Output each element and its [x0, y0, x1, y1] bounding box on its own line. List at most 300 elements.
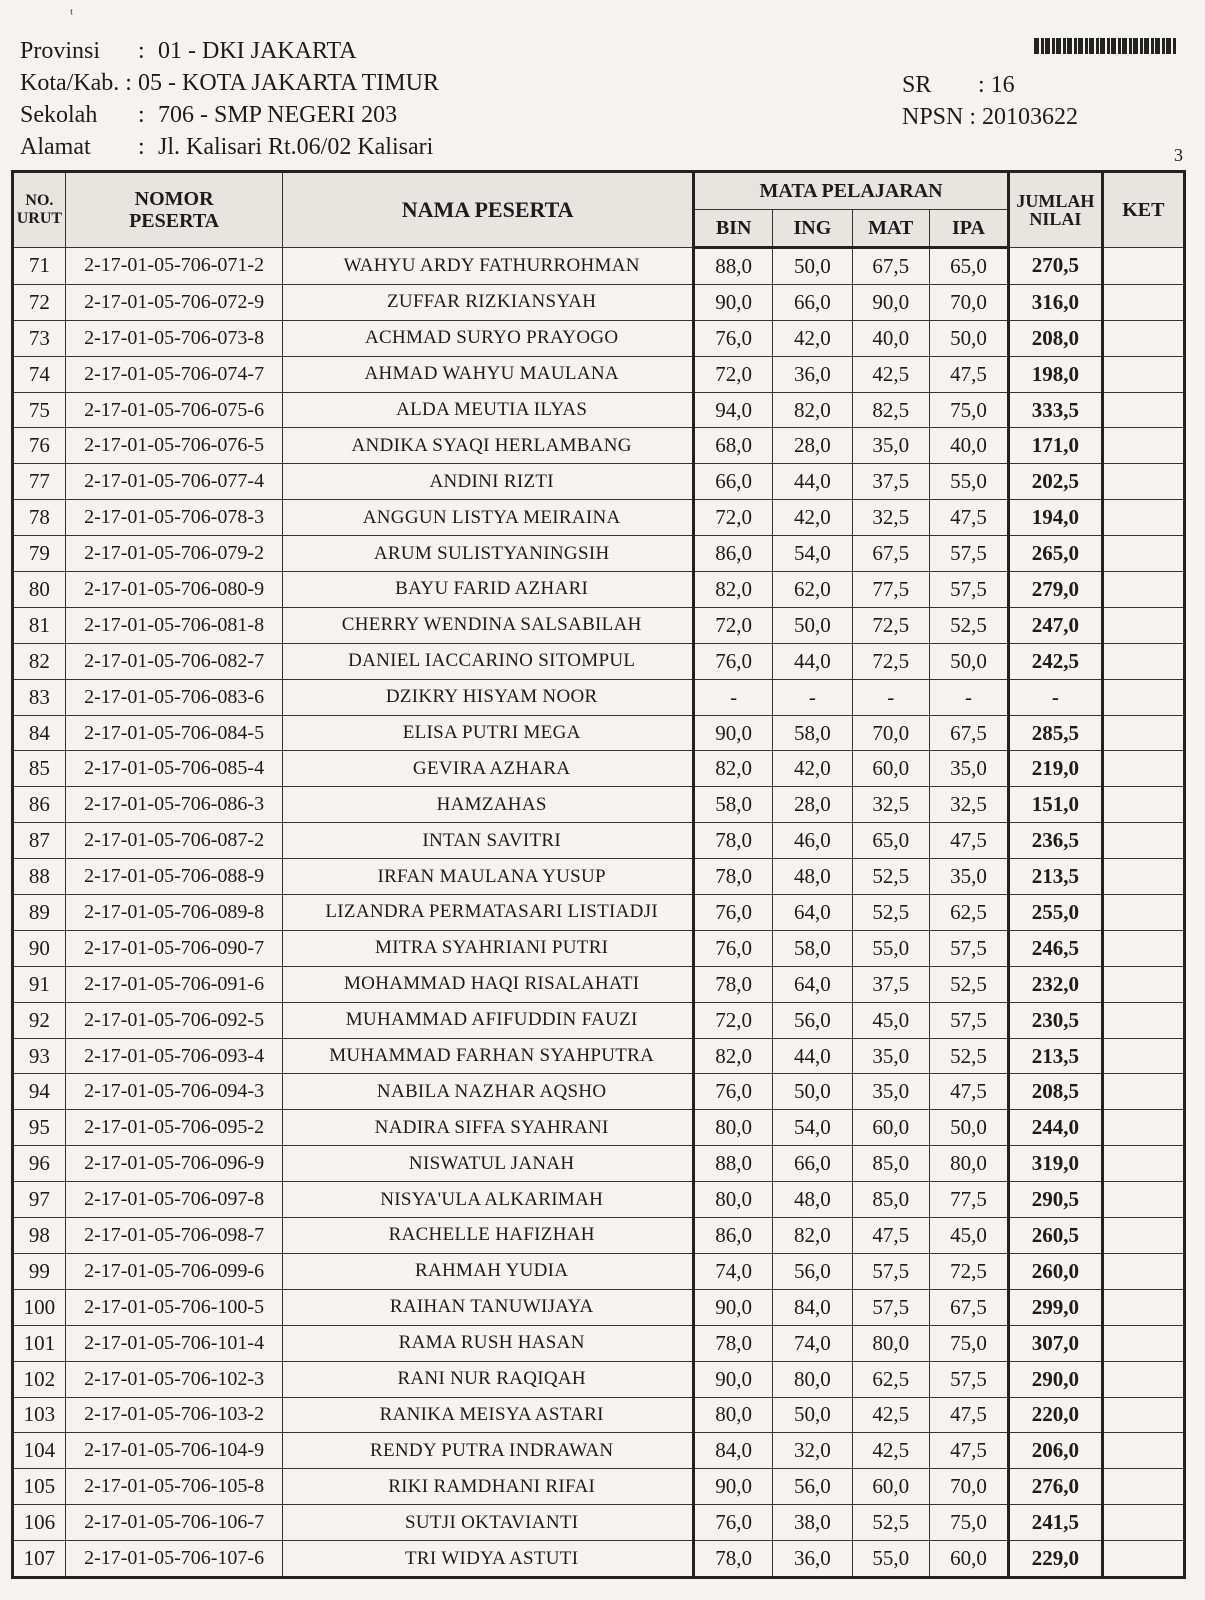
cell-nama-peserta: MUHAMMAD FARHAN SYAHPUTRA — [283, 1038, 694, 1074]
cell-ing: 50,0 — [773, 248, 852, 285]
col-ket-header: KET — [1102, 172, 1184, 248]
kota-row — [20, 68, 439, 98]
cell-ing: 58,0 — [773, 930, 852, 966]
cell-ipa: 75,0 — [929, 1325, 1008, 1361]
cell-ing: 62,0 — [773, 572, 852, 608]
cell-mat: 45,0 — [852, 1002, 929, 1038]
table-row — [13, 895, 1185, 931]
cell-ipa: - — [929, 679, 1008, 715]
cell-nomor-peserta: 2-17-01-05-706-086-3 — [65, 787, 283, 823]
table-row — [13, 1469, 1185, 1505]
cell-bin: 68,0 — [694, 428, 773, 464]
cell-no-urut: 87 — [13, 823, 66, 859]
cell-nomor-peserta: 2-17-01-05-706-098-7 — [65, 1218, 283, 1254]
table-row — [13, 1182, 1185, 1218]
cell-nama-peserta: DANIEL IACCARINO SITOMPUL — [283, 643, 694, 679]
cell-nama-peserta: TRI WIDYA ASTUTI — [283, 1541, 694, 1578]
cell-ipa: 62,5 — [929, 895, 1008, 931]
cell-ket — [1102, 1182, 1184, 1218]
table-row — [13, 1541, 1185, 1578]
cell-nomor-peserta: 2-17-01-05-706-100-5 — [65, 1289, 283, 1325]
cell-mat: 60,0 — [852, 1469, 929, 1505]
cell-nomor-peserta: 2-17-01-05-706-082-7 — [65, 643, 283, 679]
cell-jumlah-nilai: 208,0 — [1009, 320, 1103, 356]
cell-ing: 44,0 — [773, 464, 852, 500]
cell-ipa: 67,5 — [929, 1289, 1008, 1325]
cell-nomor-peserta: 2-17-01-05-706-077-4 — [65, 464, 283, 500]
cell-mat: 55,0 — [852, 930, 929, 966]
cell-nomor-peserta: 2-17-01-05-706-078-3 — [65, 500, 283, 536]
cell-bin: 58,0 — [694, 787, 773, 823]
sr-label: SR — [902, 72, 932, 98]
cell-mat: 90,0 — [852, 284, 929, 320]
cell-nama-peserta: RIKI RAMDHANI RIFAI — [283, 1469, 694, 1505]
table-row — [13, 1433, 1185, 1469]
alamat-row — [20, 132, 433, 162]
cell-jumlah-nilai: 265,0 — [1009, 536, 1103, 572]
cell-no-urut: 82 — [13, 643, 66, 679]
cell-no-urut: 92 — [13, 1002, 66, 1038]
sekolah-value: 706 - SMP NEGERI 203 — [158, 102, 398, 128]
table-row — [13, 751, 1185, 787]
cell-nama-peserta: BAYU FARID AZHARI — [283, 572, 694, 608]
cell-ket — [1102, 751, 1184, 787]
cell-jumlah-nilai: 260,0 — [1009, 1253, 1103, 1289]
cell-ing: 36,0 — [773, 1541, 852, 1578]
table-row — [13, 966, 1185, 1002]
cell-ket — [1102, 1253, 1184, 1289]
cell-no-urut: 104 — [13, 1433, 66, 1469]
cell-no-urut: 74 — [13, 356, 66, 392]
cell-ing: 42,0 — [773, 320, 852, 356]
cell-ipa: 52,5 — [929, 1038, 1008, 1074]
document-header — [20, 34, 1190, 169]
cell-jumlah-nilai: 285,5 — [1009, 715, 1103, 751]
sekolah-colon: : — [138, 102, 145, 128]
table-row — [13, 536, 1185, 572]
table-row — [13, 500, 1185, 536]
cell-jumlah-nilai: 202,5 — [1009, 464, 1103, 500]
cell-jumlah-nilai: 220,0 — [1009, 1397, 1103, 1433]
cell-bin: 78,0 — [694, 966, 773, 1002]
cell-nama-peserta: NABILA NAZHAR AQSHO — [283, 1074, 694, 1110]
cell-nomor-peserta: 2-17-01-05-706-101-4 — [65, 1325, 283, 1361]
cell-ing: 42,0 — [773, 751, 852, 787]
table-row — [13, 859, 1185, 895]
cell-nama-peserta: MUHAMMAD AFIFUDDIN FAUZI — [283, 1002, 694, 1038]
cell-nomor-peserta: 2-17-01-05-706-071-2 — [65, 248, 283, 285]
cell-mat: 72,5 — [852, 643, 929, 679]
cell-ing: 42,0 — [773, 500, 852, 536]
cell-ipa: 50,0 — [929, 320, 1008, 356]
table-row — [13, 356, 1185, 392]
table-row — [13, 428, 1185, 464]
cell-nomor-peserta: 2-17-01-05-706-104-9 — [65, 1433, 283, 1469]
cell-mat: 85,0 — [852, 1182, 929, 1218]
cell-no-urut: 95 — [13, 1110, 66, 1146]
cell-ket — [1102, 930, 1184, 966]
scan-mark: ᵗ — [70, 6, 74, 23]
cell-bin: 90,0 — [694, 1289, 773, 1325]
cell-nama-peserta: AHMAD WAHYU MAULANA — [283, 356, 694, 392]
cell-bin: 80,0 — [694, 1110, 773, 1146]
cell-ing: 36,0 — [773, 356, 852, 392]
cell-nama-peserta: DZIKRY HISYAM NOOR — [283, 679, 694, 715]
cell-mat: 62,5 — [852, 1361, 929, 1397]
cell-no-urut: 91 — [13, 966, 66, 1002]
cell-ket — [1102, 787, 1184, 823]
cell-no-urut: 77 — [13, 464, 66, 500]
cell-bin: 78,0 — [694, 1325, 773, 1361]
nomor-line1: NOMOR — [134, 188, 214, 210]
cell-nama-peserta: IRFAN MAULANA YUSUP — [283, 859, 694, 895]
cell-mat: - — [852, 679, 929, 715]
cell-ing: 50,0 — [773, 1074, 852, 1110]
cell-ket — [1102, 1218, 1184, 1254]
cell-ipa: 75,0 — [929, 1505, 1008, 1541]
cell-no-urut: 107 — [13, 1541, 66, 1578]
cell-ipa: 47,5 — [929, 356, 1008, 392]
cell-ipa: 50,0 — [929, 1110, 1008, 1146]
cell-bin: 80,0 — [694, 1397, 773, 1433]
npsn-row — [902, 102, 1078, 132]
table-header — [13, 172, 1185, 248]
cell-mat: 57,5 — [852, 1253, 929, 1289]
cell-no-urut: 93 — [13, 1038, 66, 1074]
cell-mat: 32,5 — [852, 500, 929, 536]
cell-nama-peserta: RAIHAN TANUWIJAYA — [283, 1289, 694, 1325]
cell-ket — [1102, 572, 1184, 608]
cell-ket — [1102, 643, 1184, 679]
table-row — [13, 1218, 1185, 1254]
cell-bin: 86,0 — [694, 536, 773, 572]
cell-ing: 56,0 — [773, 1002, 852, 1038]
cell-jumlah-nilai: 260,5 — [1009, 1218, 1103, 1254]
table-row — [13, 572, 1185, 608]
table-row — [13, 1146, 1185, 1182]
cell-nama-peserta: ACHMAD SURYO PRAYOGO — [283, 320, 694, 356]
cell-ipa: 50,0 — [929, 643, 1008, 679]
cell-bin: 90,0 — [694, 715, 773, 751]
cell-ing: 44,0 — [773, 643, 852, 679]
cell-nama-peserta: NADIRA SIFFA SYAHRANI — [283, 1110, 694, 1146]
cell-ket — [1102, 715, 1184, 751]
cell-mat: 72,5 — [852, 607, 929, 643]
cell-no-urut: 106 — [13, 1505, 66, 1541]
cell-jumlah-nilai: 229,0 — [1009, 1541, 1103, 1578]
table-row — [13, 392, 1185, 428]
cell-nomor-peserta: 2-17-01-05-706-093-4 — [65, 1038, 283, 1074]
cell-bin: 86,0 — [694, 1218, 773, 1254]
cell-nama-peserta: ANDIKA SYAQI HERLAMBANG — [283, 428, 694, 464]
cell-ing: 84,0 — [773, 1289, 852, 1325]
cell-nomor-peserta: 2-17-01-05-706-079-2 — [65, 536, 283, 572]
cell-mat: 55,0 — [852, 1541, 929, 1578]
cell-nomor-peserta: 2-17-01-05-706-096-9 — [65, 1146, 283, 1182]
cell-ket — [1102, 248, 1184, 285]
cell-jumlah-nilai: 246,5 — [1009, 930, 1103, 966]
cell-mat: 60,0 — [852, 751, 929, 787]
cell-nomor-peserta: 2-17-01-05-706-091-6 — [65, 966, 283, 1002]
cell-mat: 52,5 — [852, 859, 929, 895]
cell-ket — [1102, 679, 1184, 715]
kota-value: 05 - KOTA JAKARTA TIMUR — [138, 70, 439, 96]
cell-mat: 60,0 — [852, 1110, 929, 1146]
cell-ing: 66,0 — [773, 1146, 852, 1182]
cell-ipa: 47,5 — [929, 823, 1008, 859]
cell-ipa: 60,0 — [929, 1541, 1008, 1578]
table-row — [13, 1361, 1185, 1397]
cell-nomor-peserta: 2-17-01-05-706-085-4 — [65, 751, 283, 787]
cell-nama-peserta: ARUM SULISTYANINGSIH — [283, 536, 694, 572]
cell-nama-peserta: NISYA'ULA ALKARIMAH — [283, 1182, 694, 1218]
cell-ket — [1102, 536, 1184, 572]
score-table — [11, 170, 1186, 1579]
cell-jumlah-nilai: 213,5 — [1009, 859, 1103, 895]
alamat-label: Alamat — [20, 134, 91, 160]
cell-ket — [1102, 1038, 1184, 1074]
cell-bin: 82,0 — [694, 572, 773, 608]
cell-jumlah-nilai: 198,0 — [1009, 356, 1103, 392]
alamat-value: Jl. Kalisari Rt.06/02 Kalisari — [158, 134, 434, 160]
cell-bin: - — [694, 679, 773, 715]
cell-jumlah-nilai: 232,0 — [1009, 966, 1103, 1002]
cell-jumlah-nilai: 213,5 — [1009, 1038, 1103, 1074]
cell-mat: 37,5 — [852, 966, 929, 1002]
col-mata-pelajaran-header: MATA PELAJARAN — [694, 172, 1009, 210]
cell-bin: 82,0 — [694, 751, 773, 787]
cell-ipa: 65,0 — [929, 248, 1008, 285]
cell-nomor-peserta: 2-17-01-05-706-106-7 — [65, 1505, 283, 1541]
cell-bin: 82,0 — [694, 1038, 773, 1074]
cell-ket — [1102, 859, 1184, 895]
cell-ket — [1102, 895, 1184, 931]
cell-jumlah-nilai: 171,0 — [1009, 428, 1103, 464]
cell-mat: 35,0 — [852, 1038, 929, 1074]
table-row — [13, 679, 1185, 715]
npsn-label: NPSN — [902, 104, 964, 130]
cell-no-urut: 102 — [13, 1361, 66, 1397]
cell-ket — [1102, 1289, 1184, 1325]
cell-ing: 32,0 — [773, 1433, 852, 1469]
cell-nomor-peserta: 2-17-01-05-706-107-6 — [65, 1541, 283, 1578]
col-bin-header: BIN — [694, 210, 773, 248]
cell-jumlah-nilai: 299,0 — [1009, 1289, 1103, 1325]
cell-nama-peserta: LIZANDRA PERMATASARI LISTIADJI — [283, 895, 694, 931]
cell-jumlah-nilai: 194,0 — [1009, 500, 1103, 536]
npsn-value: : 20103622 — [969, 104, 1079, 130]
cell-mat: 57,5 — [852, 1289, 929, 1325]
cell-ing: 82,0 — [773, 392, 852, 428]
cell-nama-peserta: NISWATUL JANAH — [283, 1146, 694, 1182]
cell-jumlah-nilai: 333,5 — [1009, 392, 1103, 428]
cell-mat: 67,5 — [852, 248, 929, 285]
cell-bin: 90,0 — [694, 1469, 773, 1505]
cell-nama-peserta: MITRA SYAHRIANI PUTRI — [283, 930, 694, 966]
cell-bin: 88,0 — [694, 1146, 773, 1182]
cell-ipa: 77,5 — [929, 1182, 1008, 1218]
table-row — [13, 1397, 1185, 1433]
cell-no-urut: 83 — [13, 679, 66, 715]
table-row — [13, 1074, 1185, 1110]
cell-ing: 74,0 — [773, 1325, 852, 1361]
table-row — [13, 715, 1185, 751]
cell-mat: 70,0 — [852, 715, 929, 751]
cell-nama-peserta: MOHAMMAD HAQI RISALAHATI — [283, 966, 694, 1002]
cell-jumlah-nilai: 236,5 — [1009, 823, 1103, 859]
cell-nama-peserta: SUTJI OKTAVIANTI — [283, 1505, 694, 1541]
cell-jumlah-nilai: 219,0 — [1009, 751, 1103, 787]
cell-bin: 78,0 — [694, 1541, 773, 1578]
col-no-urut-header — [13, 172, 66, 248]
cell-ipa: 47,5 — [929, 1074, 1008, 1110]
cell-ing: 48,0 — [773, 859, 852, 895]
cell-bin: 74,0 — [694, 1253, 773, 1289]
provinsi-label: Provinsi — [20, 38, 101, 64]
cell-mat: 80,0 — [852, 1325, 929, 1361]
cell-ipa: 52,5 — [929, 966, 1008, 1002]
table-row — [13, 248, 1185, 285]
cell-no-urut: 89 — [13, 895, 66, 931]
cell-nomor-peserta: 2-17-01-05-706-095-2 — [65, 1110, 283, 1146]
cell-nomor-peserta: 2-17-01-05-706-083-6 — [65, 679, 283, 715]
cell-ipa: 35,0 — [929, 859, 1008, 895]
cell-nomor-peserta: 2-17-01-05-706-092-5 — [65, 1002, 283, 1038]
sr-value: : 16 — [978, 72, 1015, 98]
cell-no-urut: 101 — [13, 1325, 66, 1361]
cell-nama-peserta: ZUFFAR RIZKIANSYAH — [283, 284, 694, 320]
cell-ipa: 55,0 — [929, 464, 1008, 500]
cell-ket — [1102, 284, 1184, 320]
cell-ket — [1102, 1541, 1184, 1578]
cell-mat: 40,0 — [852, 320, 929, 356]
cell-bin: 90,0 — [694, 284, 773, 320]
cell-nama-peserta: GEVIRA AZHARA — [283, 751, 694, 787]
cell-nomor-peserta: 2-17-01-05-706-097-8 — [65, 1182, 283, 1218]
cell-nama-peserta: RACHELLE HAFIZHAH — [283, 1218, 694, 1254]
cell-ket — [1102, 356, 1184, 392]
cell-ing: 28,0 — [773, 428, 852, 464]
cell-mat: 32,5 — [852, 787, 929, 823]
cell-nomor-peserta: 2-17-01-05-706-087-2 — [65, 823, 283, 859]
cell-jumlah-nilai: 316,0 — [1009, 284, 1103, 320]
cell-ket — [1102, 1074, 1184, 1110]
cell-bin: 76,0 — [694, 930, 773, 966]
cell-ket — [1102, 607, 1184, 643]
cell-ket — [1102, 1505, 1184, 1541]
cell-ket — [1102, 320, 1184, 356]
table-row — [13, 284, 1185, 320]
cell-mat: 52,5 — [852, 895, 929, 931]
no-urut-line1: NO. — [25, 192, 54, 209]
barcode-graphic — [1034, 38, 1176, 54]
cell-no-urut: 86 — [13, 787, 66, 823]
cell-mat: 42,5 — [852, 356, 929, 392]
cell-ket — [1102, 1469, 1184, 1505]
cell-ing: 80,0 — [773, 1361, 852, 1397]
cell-ipa: 35,0 — [929, 751, 1008, 787]
table-row — [13, 643, 1185, 679]
cell-jumlah-nilai: 255,0 — [1009, 895, 1103, 931]
cell-ket — [1102, 500, 1184, 536]
cell-nomor-peserta: 2-17-01-05-706-099-6 — [65, 1253, 283, 1289]
cell-mat: 35,0 — [852, 1074, 929, 1110]
cell-nama-peserta: RANI NUR RAQIQAH — [283, 1361, 694, 1397]
cell-no-urut: 78 — [13, 500, 66, 536]
cell-ing: 56,0 — [773, 1253, 852, 1289]
cell-bin: 78,0 — [694, 859, 773, 895]
cell-jumlah-nilai: 247,0 — [1009, 607, 1103, 643]
cell-nama-peserta: CHERRY WENDINA SALSABILAH — [283, 607, 694, 643]
cell-nomor-peserta: 2-17-01-05-706-105-8 — [65, 1469, 283, 1505]
cell-nomor-peserta: 2-17-01-05-706-102-3 — [65, 1361, 283, 1397]
cell-no-urut: 80 — [13, 572, 66, 608]
cell-bin: 76,0 — [694, 895, 773, 931]
cell-mat: 35,0 — [852, 428, 929, 464]
cell-ipa: 57,5 — [929, 1002, 1008, 1038]
cell-bin: 72,0 — [694, 607, 773, 643]
cell-nama-peserta: HAMZAHAS — [283, 787, 694, 823]
table-row — [13, 607, 1185, 643]
table-row — [13, 1038, 1185, 1074]
cell-ipa: 67,5 — [929, 715, 1008, 751]
table-row — [13, 320, 1185, 356]
cell-ing: 64,0 — [773, 895, 852, 931]
cell-ipa: 57,5 — [929, 536, 1008, 572]
cell-jumlah-nilai: 279,0 — [1009, 572, 1103, 608]
cell-ipa: 52,5 — [929, 607, 1008, 643]
cell-no-urut: 94 — [13, 1074, 66, 1110]
col-mat-header: MAT — [852, 210, 929, 248]
cell-nomor-peserta: 2-17-01-05-706-090-7 — [65, 930, 283, 966]
cell-ket — [1102, 1325, 1184, 1361]
cell-ing: 58,0 — [773, 715, 852, 751]
nomor-line2: PESERTA — [129, 210, 220, 232]
cell-ipa: 45,0 — [929, 1218, 1008, 1254]
cell-jumlah-nilai: 307,0 — [1009, 1325, 1103, 1361]
cell-mat: 42,5 — [852, 1433, 929, 1469]
cell-ket — [1102, 1361, 1184, 1397]
cell-nama-peserta: RENDY PUTRA INDRAWAN — [283, 1433, 694, 1469]
cell-no-urut: 73 — [13, 320, 66, 356]
provinsi-colon: : — [138, 38, 145, 64]
cell-nomor-peserta: 2-17-01-05-706-084-5 — [65, 715, 283, 751]
cell-nomor-peserta: 2-17-01-05-706-074-7 — [65, 356, 283, 392]
table-row — [13, 1289, 1185, 1325]
cell-no-urut: 71 — [13, 248, 66, 285]
cell-no-urut: 97 — [13, 1182, 66, 1218]
cell-ing: 50,0 — [773, 1397, 852, 1433]
cell-ipa: 72,5 — [929, 1253, 1008, 1289]
cell-bin: 66,0 — [694, 464, 773, 500]
cell-jumlah-nilai: 208,5 — [1009, 1074, 1103, 1110]
cell-ket — [1102, 823, 1184, 859]
cell-bin: 90,0 — [694, 1361, 773, 1397]
cell-jumlah-nilai: 230,5 — [1009, 1002, 1103, 1038]
cell-mat: 52,5 — [852, 1505, 929, 1541]
kota-label: Kota/Kab. : — [20, 70, 132, 96]
cell-nama-peserta: ALDA MEUTIA ILYAS — [283, 392, 694, 428]
col-ipa-header: IPA — [929, 210, 1008, 248]
cell-nomor-peserta: 2-17-01-05-706-076-5 — [65, 428, 283, 464]
cell-ipa: 47,5 — [929, 1433, 1008, 1469]
cell-jumlah-nilai: 244,0 — [1009, 1110, 1103, 1146]
page-number: 3 — [1174, 145, 1183, 165]
cell-ipa: 80,0 — [929, 1146, 1008, 1182]
cell-jumlah-nilai: 276,0 — [1009, 1469, 1103, 1505]
cell-nama-peserta: RAHMAH YUDIA — [283, 1253, 694, 1289]
cell-ipa: 75,0 — [929, 392, 1008, 428]
